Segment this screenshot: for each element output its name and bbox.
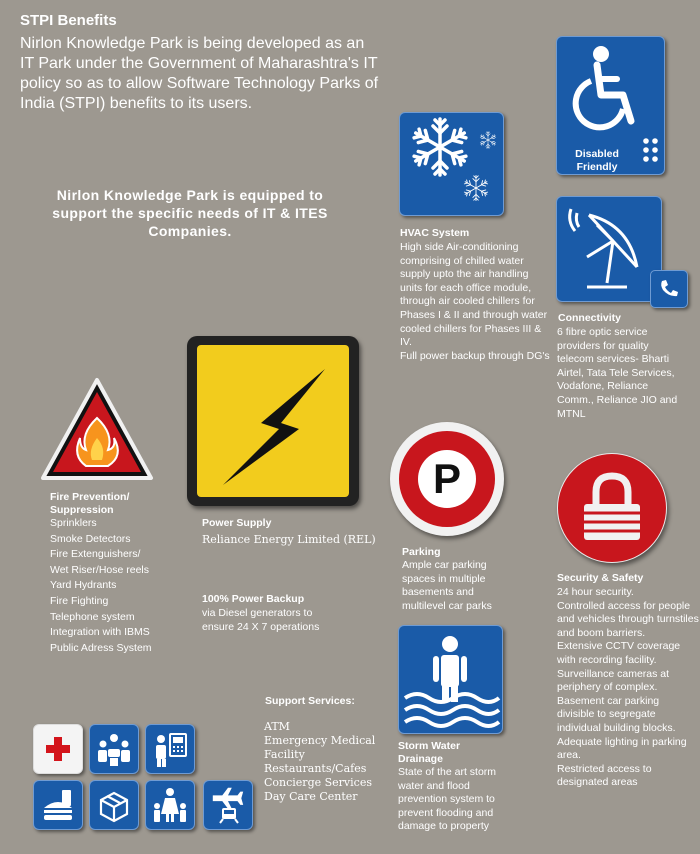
power-title: Power Supply [202, 517, 272, 529]
parking-sign-icon [390, 422, 504, 536]
phone-icon [650, 270, 688, 308]
list-item: Fire Extenguishers/ [50, 548, 141, 561]
connectivity-body: 6 fibre optic service providers for quality telecom services- Bharti Airtel, Tata Tele Services, Vodafone, Reliance Comm., Reliance JIO and MTNL [557, 326, 678, 420]
meeting-icon [89, 724, 139, 774]
support-list [264, 720, 394, 804]
food-icon [33, 780, 83, 830]
travel-icon [203, 780, 253, 830]
list-item: Integration with IBMS [50, 626, 150, 639]
list-item: Fire Fighting [50, 594, 109, 607]
intro-text: Nirlon Knowledge Park is being developed as an IT Park under the Government of Maharashtra's IT policy so as to allow Software Technology Parks of India (STPI) benefits to its users. [20, 35, 379, 112]
disabled-label: Disabled Friendly [575, 148, 619, 173]
atm-icon [145, 724, 195, 774]
storm-water-icon [398, 625, 503, 734]
list-item: Smoke Detectors [50, 532, 131, 545]
list-item: ATM [264, 720, 290, 733]
parking-body: Ample car parking spaces in multiple basements and multilevel car parks [402, 559, 492, 612]
list-item: Public Adress System [50, 641, 152, 654]
fire-title: Fire Prevention/ Suppression [50, 491, 130, 516]
hvac-body: High side Air-conditioning comprising of chilled water supply upto the air handling units for each office module, through air cooled chillers for Phases I & II and through water cooled chillers for Phases III & IV. Full power backup through DG's [400, 241, 550, 362]
connectivity-title: Connectivity [558, 312, 622, 324]
satellite-icon [556, 196, 662, 302]
security-body: 24 hour security. Controlled access for people and vehicles through turnstiles and boom barriers. Extensive CCTV coverage with recording facility. Surveillance cameras at periphery of complex. Basement car parking divisible to segregate individual building blocks. Adequate lighting in parking area. Restricted access to designated areas [557, 586, 699, 789]
lightning-icon [187, 336, 359, 506]
family-icon [145, 780, 195, 830]
padlock-icon [557, 453, 667, 563]
list-item: Concierge Services [264, 776, 372, 789]
storm-title: Storm Water Drainage [398, 740, 461, 765]
list-item: Day Care Center [264, 790, 358, 803]
parking-title: Parking [402, 546, 441, 558]
list-item: Telephone system [50, 610, 135, 623]
power-body: Reliance Energy Limited (REL) [202, 533, 376, 546]
storm-body: State of the art storm water and flood prevention system to prevent flooding and damage to property [398, 766, 497, 833]
fire-warning-icon [40, 376, 154, 484]
hvac-snowflake-icon [399, 112, 504, 216]
list-item: Wet Riser/Hose reels [50, 563, 150, 576]
parking-letter: P [418, 450, 476, 508]
page-title: STPI Benefits [20, 12, 117, 29]
first-aid-icon [33, 724, 83, 774]
list-item: Yard Hydrants [50, 579, 117, 592]
backup-title: 100% Power Backup [202, 593, 305, 605]
concierge-box-icon [89, 780, 139, 830]
list-item: Restaurants/Cafes [264, 762, 367, 775]
list-item: Sprinklers [50, 517, 97, 529]
support-title: Support Services: [265, 695, 355, 707]
security-title: Security & Safety [557, 572, 644, 584]
list-item: Emergency Medical Facility [264, 734, 376, 761]
backup-body: via Diesel generators to ensure 24 X 7 operations [202, 607, 320, 633]
fire-list [50, 516, 152, 656]
tagline: Nirlon Knowledge Park is equipped to support the specific needs of IT & ITES Companies. [52, 187, 328, 239]
hvac-title: HVAC System [400, 227, 470, 239]
